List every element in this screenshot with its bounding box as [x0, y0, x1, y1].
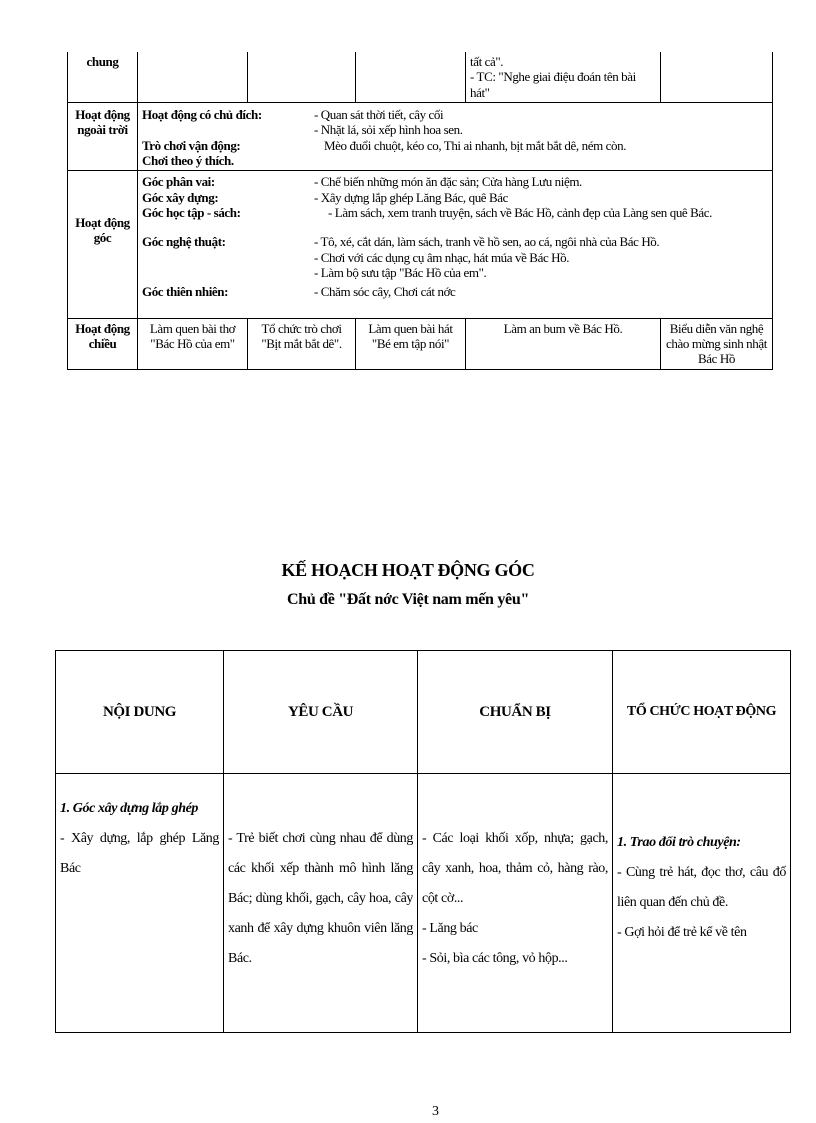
empty-cell [248, 52, 356, 102]
activity-line [142, 138, 768, 153]
preparation-text: - Lăng bác [422, 921, 478, 936]
activity-line [142, 265, 768, 280]
activity-label: Trò chơi vận động: [142, 137, 241, 153]
section-heading: 1. Trao đổi trò chuyện: [617, 835, 741, 850]
activity-label: Góc phân vai: [142, 174, 215, 190]
activity-text: - Chơi với các dụng cụ âm nhạc, hát múa về Bác Hồ. [314, 249, 570, 265]
activity-text: - Xây dựng lắp ghép Lăng Bác, quê Bác [314, 189, 509, 205]
row-label-afternoon: Hoạt động chiều [68, 318, 138, 369]
empty-cell [661, 52, 773, 102]
outdoor-activities-cell [138, 102, 773, 170]
to-chuc-cell [613, 774, 791, 1033]
activity-line [142, 122, 768, 137]
afternoon-cell: Biểu diễn văn nghệ chào mừng sinh nhật Bác Hồ [661, 318, 773, 369]
header-yeu-cau: YÊU CẦU [224, 651, 418, 774]
empty-cell [356, 52, 466, 102]
activity-label: Góc nghệ thuật: [142, 234, 226, 250]
plan-header-row [56, 651, 791, 774]
activity-text: - Làm bộ sưu tập "Bác Hồ của em". [314, 264, 487, 280]
afternoon-cell: Làm an bum về Bác Hồ. [466, 318, 661, 369]
activity-text: - Chăm sóc cây, Chơi cát nớc [314, 284, 456, 300]
corner-plan-table [55, 650, 791, 1033]
header-noi-dung: NỘI DUNG [56, 651, 224, 774]
activity-line [142, 190, 768, 205]
chuan-bi-cell [418, 774, 613, 1033]
activity-label: Chơi theo ý thích. [142, 152, 234, 168]
organize-text: - Gợi hỏi để trẻ kể về tên [617, 925, 747, 940]
preparation-text: - Các loại khối xốp, nhựa; gạch, cây xanh, hoa, thảm cỏ, hàng rào, cột cờ... [422, 831, 608, 906]
activity-line [142, 284, 768, 299]
activity-label: Góc học tập - sách: [142, 204, 241, 220]
activity-text: - Quan sát thời tiết, cây cối [314, 106, 444, 122]
preparation-text: - Sỏi, bìa các tông, vỏ hộp... [422, 951, 568, 966]
empty-cell [138, 52, 248, 102]
chung-activity-cell [466, 52, 661, 102]
section-heading: 1. Góc xây dựng lắp ghép [60, 801, 199, 816]
activity-line [142, 153, 768, 168]
activity-text: - Chế biến những món ăn đặc sản; Cửa hàng Lưu niệm. [314, 174, 582, 190]
activity-text: - Tô, xé, cắt dán, làm sách, tranh về hồ sen, ao cá, ngôi nhà của Bác Hồ. [314, 234, 660, 250]
plan-body-row [56, 774, 791, 1033]
cell-line: - TC: "Nghe giai điệu đoán tên bài hát" [470, 69, 636, 100]
plan-subtitle: Chủ đề "Đất nớc Việt nam mến yêu" [286, 591, 530, 608]
noi-dung-cell [56, 774, 224, 1033]
header-to-chuc: TỔ CHỨC HOẠT ĐỘNG [613, 651, 791, 774]
row-label-corners: Hoạt động góc [68, 171, 138, 318]
header-chuan-bi: CHUẨN BỊ [418, 651, 613, 774]
activity-line [142, 205, 768, 220]
activity-line [142, 234, 768, 249]
activity-label: Hoạt động có chủ đích: [142, 106, 262, 122]
weekly-schedule-table [67, 52, 773, 370]
page-number: 3 [432, 1104, 439, 1119]
afternoon-cell: Làm quen bài hát "Bé em tập nói" [356, 318, 466, 369]
row-label-chung: chung [68, 52, 138, 102]
requirement-text: - Trẻ biết chơi cùng nhau để dùng các khối xếp thành mô hình lăng Bác; dùng khối, gạch, cây hoa, cây xanh để xây dựng khuôn viên lăng Bác. [228, 831, 413, 966]
yeu-cau-cell [224, 774, 418, 1033]
activity-text: - Nhặt lá, sỏi xếp hình hoa sen. [314, 122, 463, 138]
activity-text: - Làm sách, xem tranh truyện, sách về Bác Hồ, cảnh đẹp của Làng sen quê Bác. [328, 204, 712, 220]
activity-line [142, 107, 768, 122]
schedule-row-outdoor [68, 102, 773, 170]
activity-line [142, 174, 768, 189]
content-text: - Xây dựng, lắp ghép Lăng Bác [60, 831, 219, 876]
activity-label: Góc xây dựng: [142, 189, 219, 205]
activity-line [142, 250, 768, 265]
afternoon-cell: Tổ chức trò chơi "Bịt mắt bắt dê". [248, 318, 356, 369]
row-label-outdoor: Hoạt động ngoài trời [68, 102, 138, 170]
plan-title: KẾ HOẠCH HOẠT ĐỘNG GÓC [281, 560, 535, 580]
schedule-row-afternoon [68, 318, 773, 369]
afternoon-cell: Làm quen bài thơ "Bác Hồ của em" [138, 318, 248, 369]
organize-text: - Cùng trẻ hát, đọc thơ, câu đố liên quan đến chủ đề. [617, 865, 786, 910]
activity-label: Góc thiên nhiên: [142, 284, 229, 300]
activity-text: Mèo đuổi chuột, kéo co, Thi ai nhanh, bịt mắt bắt dê, ném còn. [324, 137, 627, 153]
schedule-row-corners [68, 171, 773, 318]
schedule-row-chung [68, 52, 773, 102]
cell-line: tất cả". [470, 54, 504, 69]
corner-activities-cell [138, 171, 773, 318]
